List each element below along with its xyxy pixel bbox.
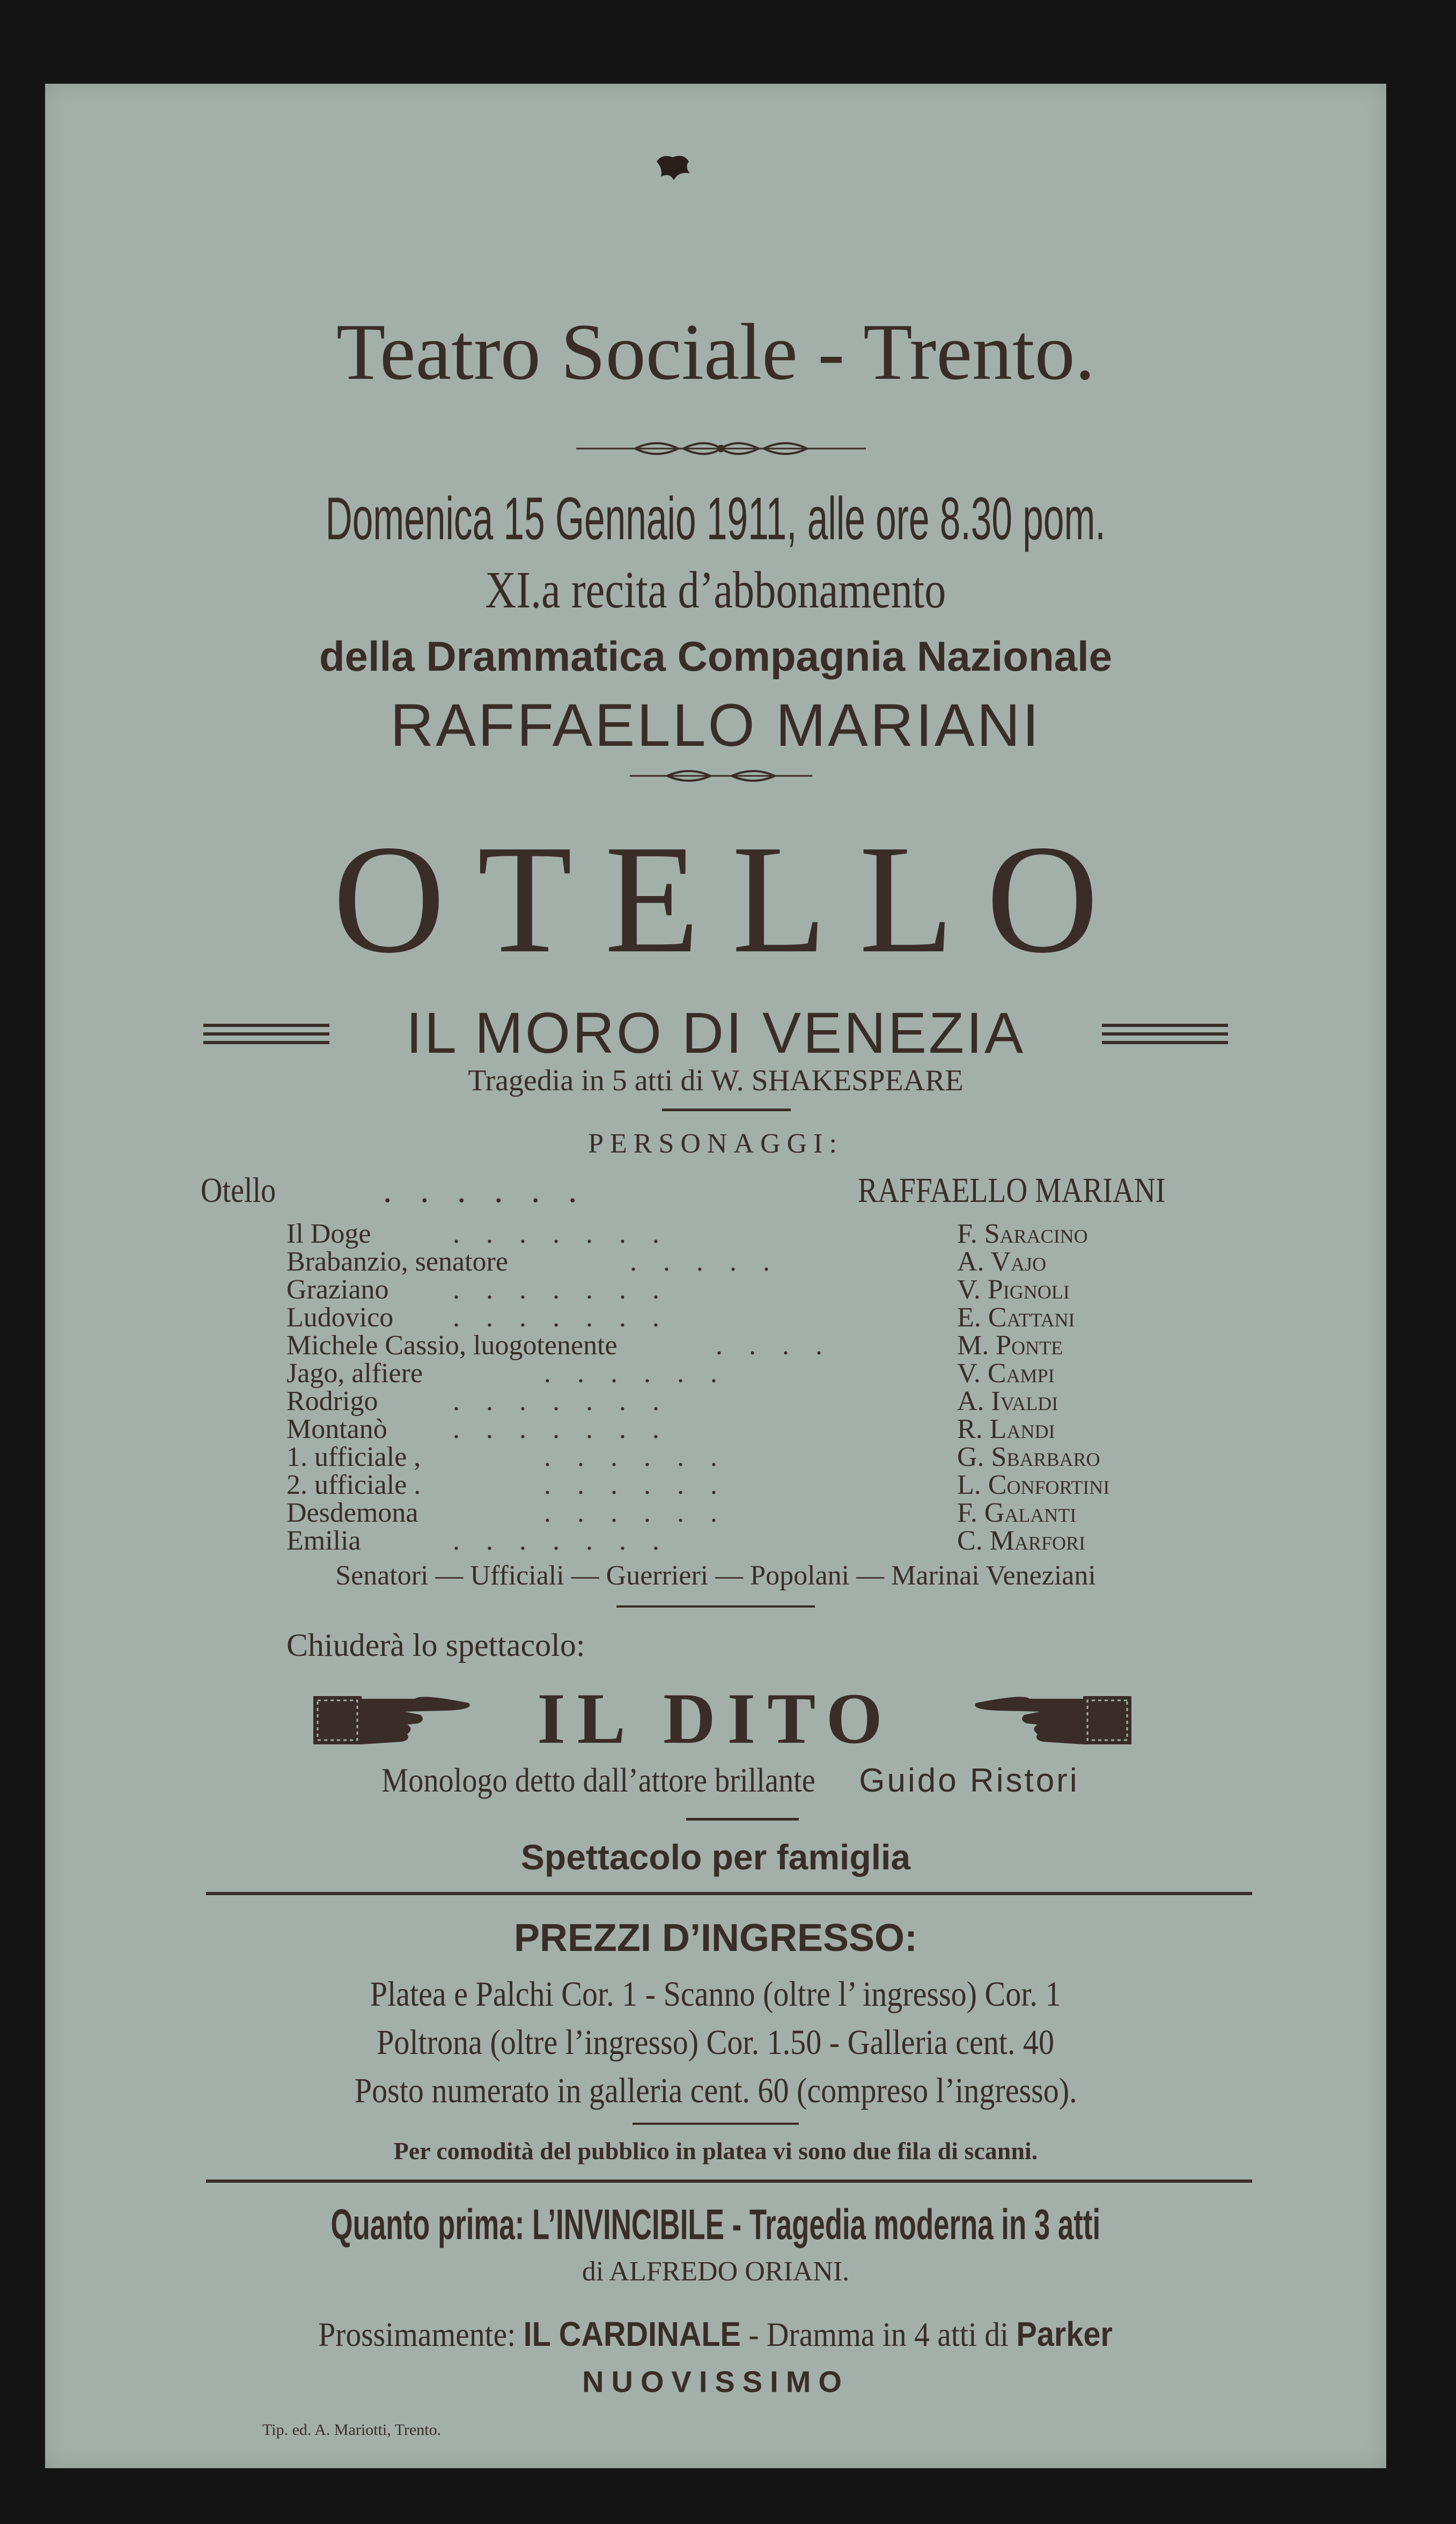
cast-role: Rodrigo bbox=[286, 1386, 378, 1417]
cast-role: Emilia bbox=[286, 1525, 361, 1556]
soon-author: di ALFREDO ORIANI. bbox=[582, 2256, 850, 2287]
cast-actor: A. Ivaldi bbox=[957, 1386, 1058, 1417]
cast-dots: . . . . . bbox=[630, 1246, 780, 1277]
cast-dots: . . . . . . . bbox=[453, 1414, 669, 1444]
cast-role: 2. ufficiale . bbox=[286, 1470, 421, 1500]
cast-role: Graziano bbox=[286, 1274, 389, 1305]
cast-actor: C. Marfori bbox=[957, 1525, 1085, 1556]
company-director: RAFFAELLO MARIANI bbox=[390, 692, 1041, 759]
cast-role: Montanò bbox=[286, 1414, 387, 1444]
cast-actor: F. Saracino bbox=[957, 1219, 1088, 1249]
cast-actor: E. Cattani bbox=[957, 1302, 1075, 1333]
genre-underline bbox=[662, 1109, 791, 1111]
lead-actor: RAFFAELLO MARIANI bbox=[858, 1171, 1166, 1210]
soon-line: Quanto prima: L’INVINCIBILE - Tragedia moderna in 3 atti bbox=[330, 2200, 1101, 2248]
price-line: Poltrona (oltre l’ingresso) Cor. 1.50 - Galleria cent. 40 bbox=[377, 2023, 1055, 2062]
section-divider bbox=[206, 2180, 1252, 2183]
price-line: Platea e Palchi Cor. 1 - Scanno (oltre l’ ingresso) Cor. 1 bbox=[370, 1975, 1061, 2014]
comfort-note: Per comodità del pubblico in platea vi sono due fila di scanni. bbox=[393, 2137, 1038, 2165]
personaggi-heading: PERSONAGGI: bbox=[588, 1128, 843, 1159]
play-genre: Tragedia in 5 atti di W. SHAKESPEARE bbox=[468, 1064, 964, 1097]
cast-role: Desdemona bbox=[286, 1498, 418, 1528]
cast-role: 1. ufficiale , bbox=[286, 1442, 421, 1472]
play-subtitle: IL MORO DI VENEZIA bbox=[406, 1000, 1026, 1065]
next-line: Prossimamente: IL CARDINALE - Dramma in 4 atti di Parker bbox=[318, 2315, 1113, 2353]
cast-dots: . . . . . . bbox=[544, 1358, 727, 1389]
next-tag: NUOVISSIMO bbox=[582, 2365, 849, 2398]
cast-role: Il Doge bbox=[286, 1219, 371, 1249]
closing-desc: Monologo detto dall’attore brillante Guido Ristori bbox=[381, 1761, 1079, 1799]
cast-actor: A. Vajo bbox=[957, 1246, 1047, 1277]
cast-dots: . . . . . . bbox=[544, 1498, 727, 1528]
cast-dots: . . . . . . bbox=[544, 1442, 727, 1472]
lead-dots: . . . . . . bbox=[383, 1171, 587, 1210]
company-line: della Drammatica Compagnia Nazionale bbox=[319, 633, 1113, 680]
cast-dots: . . . . . . . bbox=[453, 1302, 669, 1333]
price-line: Posto numerato in galleria cent. 60 (compreso l’ingresso). bbox=[354, 2071, 1077, 2110]
cast-role: Michele Cassio, luogotenente bbox=[286, 1330, 617, 1361]
cast-dots: . . . . . . . bbox=[453, 1386, 669, 1417]
lead-role: Otello bbox=[201, 1171, 276, 1210]
section-divider bbox=[206, 1892, 1252, 1895]
cast-actor: V. Campi bbox=[957, 1358, 1055, 1389]
cast-dots: . . . . . . . bbox=[453, 1274, 669, 1305]
date-line: Domenica 15 Gennaio 1911, alle ore 8.30 pom. bbox=[325, 485, 1106, 552]
cast-actor: V. Pignoli bbox=[957, 1274, 1070, 1305]
cast-actor: M. Ponte bbox=[957, 1330, 1063, 1361]
cast-actor: F. Galanti bbox=[957, 1498, 1077, 1528]
printer-credit: Tip. ed. A. Mariotti, Trento. bbox=[262, 2421, 442, 2439]
extras-line: Senatori — Ufficiali — Guerrieri — Popolani — Marinai Veneziani bbox=[335, 1560, 1096, 1591]
cast-role: Brabanzio, senatore bbox=[286, 1246, 508, 1277]
cast-dots: . . . . . . . bbox=[453, 1525, 669, 1556]
cast-dots: . . . . . . . bbox=[453, 1219, 669, 1249]
ornament-flourish-icon bbox=[630, 765, 812, 787]
cast-role: Ludovico bbox=[286, 1302, 394, 1333]
cast-dots: . . . . . . bbox=[544, 1470, 727, 1500]
extras-underline bbox=[616, 1605, 815, 1608]
closing-title: IL DITO bbox=[537, 1679, 894, 1759]
recita-line: XI.a recita d’abbonamento bbox=[485, 561, 946, 619]
cast-dots: . . . . bbox=[716, 1330, 832, 1361]
ornament-flourish-icon bbox=[576, 435, 866, 462]
cast-role: Jago, alfiere bbox=[286, 1358, 423, 1389]
ink-blot-icon bbox=[651, 151, 694, 183]
play-title: OTELLO bbox=[333, 813, 1131, 985]
theatre-title: Teatro Sociale - Trento. bbox=[336, 307, 1095, 397]
closing-underline bbox=[686, 1818, 799, 1821]
prices-heading: PREZZI D’INGRESSO: bbox=[513, 1917, 918, 1960]
cast-actor: L. Confortini bbox=[957, 1470, 1110, 1500]
family-line: Spettacolo per famiglia bbox=[520, 1837, 911, 1877]
poster-sheet bbox=[45, 84, 1386, 2468]
cast-actor: R. Landi bbox=[957, 1414, 1055, 1444]
price-underline bbox=[633, 2123, 799, 2125]
cast-actor: G. Sbarbaro bbox=[957, 1442, 1100, 1472]
closing-intro: Chiuderà lo spettacolo: bbox=[286, 1627, 585, 1663]
